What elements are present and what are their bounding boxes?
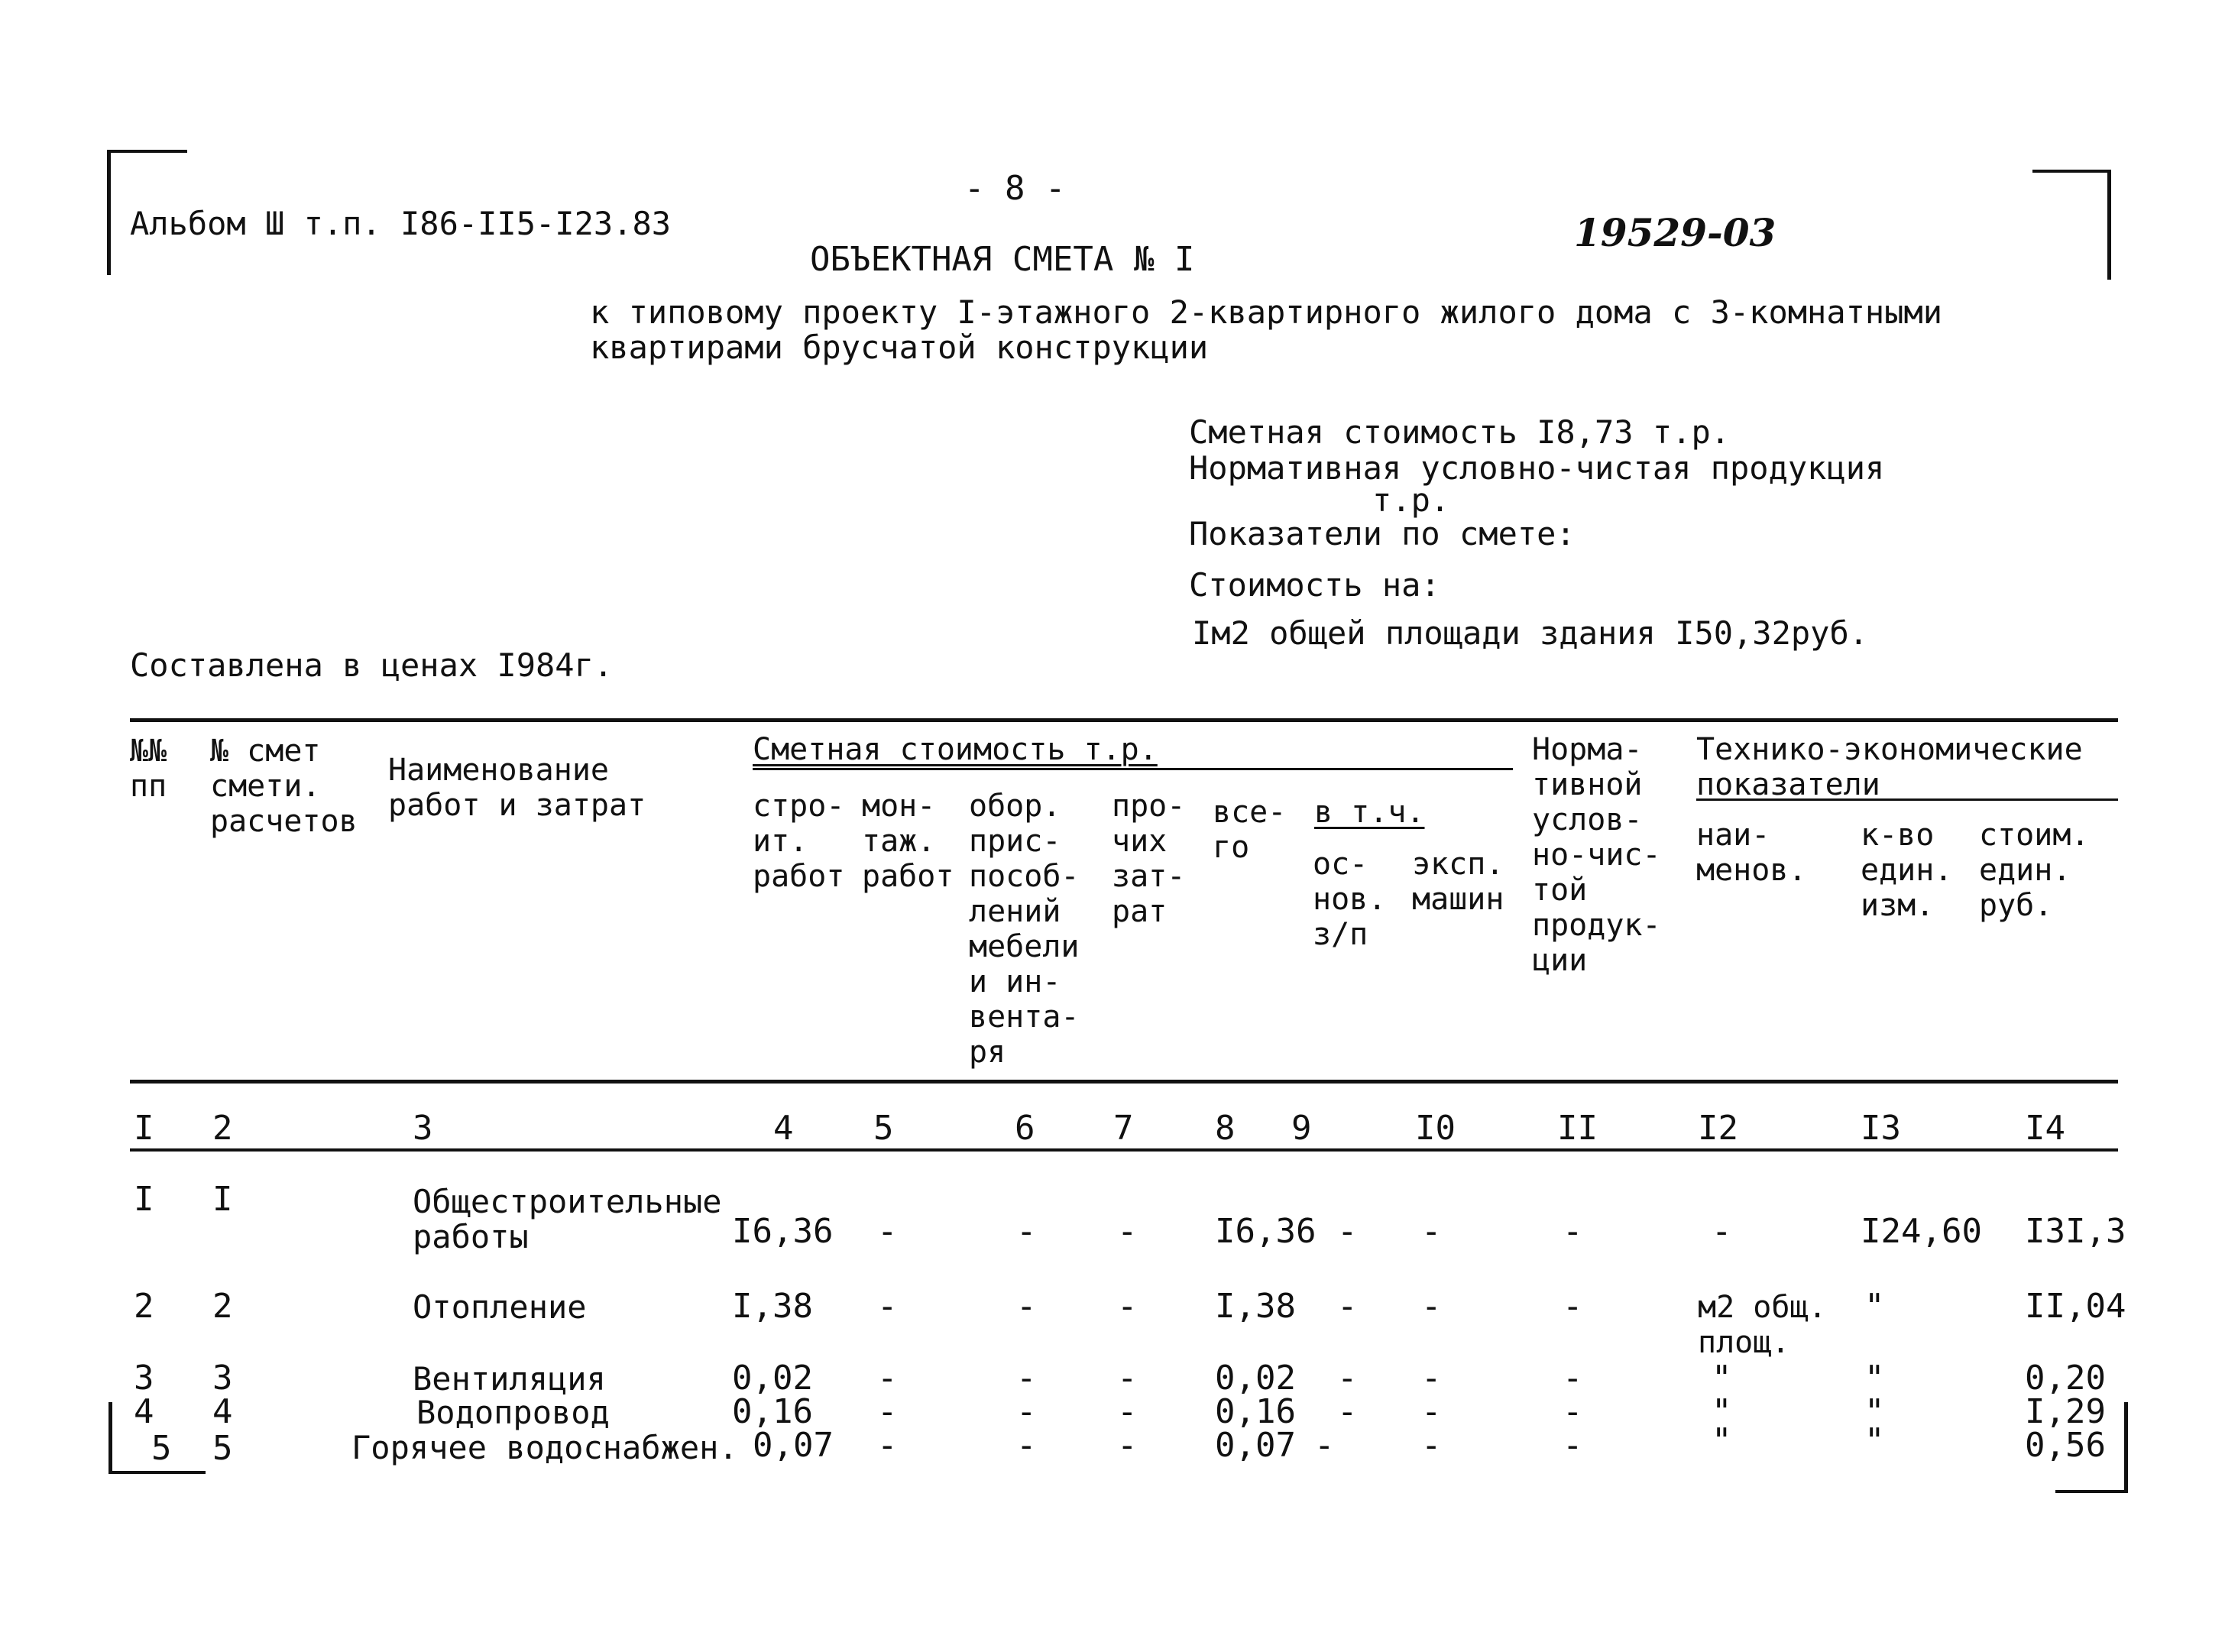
cell-other: -: [1117, 1359, 1138, 1398]
row-work-name: Общестроительные работы: [413, 1183, 722, 1255]
column-number: I3: [1861, 1109, 1901, 1148]
cell-normative: -: [1563, 1359, 1583, 1398]
column-number: II: [1557, 1109, 1598, 1148]
cell-indicator-name: ": [1712, 1421, 1732, 1460]
cell-unit-cost: I,29: [2025, 1392, 2106, 1431]
cell-other: -: [1117, 1287, 1138, 1326]
cell-base-salary: -: [1337, 1359, 1358, 1398]
header-unit-quantity: к-во един. изм.: [1861, 818, 1953, 923]
cell-equipment: -: [1016, 1359, 1037, 1398]
normative-product-label: Нормативная условно-чистая продукция: [1189, 449, 1885, 487]
header-row-number: №№ пп: [130, 734, 167, 804]
subtitle-line-1: к типовому проекту I-этажного 2-квартирного жилого дома с 3-комнатными: [590, 293, 1943, 331]
cell-construction: 0,16: [732, 1392, 813, 1431]
cell-total: 0,16: [1215, 1392, 1296, 1431]
cell-normative: -: [1563, 1392, 1583, 1431]
top-right-bracket: [2032, 170, 2111, 280]
row-work-name: Вентиляция: [413, 1360, 606, 1398]
column-number: 8: [1215, 1109, 1236, 1148]
column-number: 9: [1291, 1109, 1312, 1148]
row-number: 4: [134, 1392, 154, 1431]
column-number: 3: [413, 1109, 433, 1148]
cell-indicator-name: -: [1712, 1212, 1732, 1251]
header-estimate-number: № смет смети. расчетов: [210, 734, 358, 839]
cell-installation: -: [877, 1426, 898, 1465]
row-work-name: Отопление: [413, 1288, 587, 1326]
cell-unit-cost: 0,56: [2025, 1426, 2106, 1465]
table-top-rule: [130, 718, 2118, 722]
cell-indicator-name: ": [1712, 1392, 1732, 1431]
header-other-costs: про- чих зат- рат: [1112, 789, 1186, 929]
header-normative-product: Норма- тивной услов- но-чис- той продук- ции: [1532, 732, 1661, 978]
cell-unit-quantity: ": [1864, 1421, 1885, 1460]
album-reference: Альбом Ш т.п. I86-II5-I23.83: [130, 205, 672, 242]
column-number: 6: [1015, 1109, 1035, 1148]
row-number: I: [134, 1180, 154, 1219]
header-bottom-rule: [130, 1080, 2118, 1084]
row-estimate-number: 2: [212, 1287, 233, 1326]
cell-base-salary: -: [1314, 1426, 1335, 1465]
normative-product-unit: т.р.: [1372, 481, 1450, 519]
cell-total: 0,07: [1215, 1426, 1296, 1465]
cell-machines: -: [1421, 1426, 1442, 1465]
cell-equipment: -: [1016, 1212, 1037, 1251]
cell-total: I,38: [1215, 1287, 1296, 1326]
row-estimate-number: 3: [212, 1359, 233, 1398]
column-number: I2: [1698, 1109, 1738, 1148]
cost-per-m2: Iм2 общей площади здания I50,32руб.: [1192, 614, 1869, 652]
cell-unit-cost: II,04: [2025, 1287, 2126, 1326]
column-number: 7: [1113, 1109, 1134, 1148]
header-equipment: обор. прис- пособ- лений мебели и ин- вента- ря: [969, 789, 1080, 1070]
row-estimate-number: 4: [212, 1392, 233, 1431]
row-work-name: Водопровод: [416, 1394, 610, 1431]
estimated-cost: Сметная стоимость I8,73 т.р.: [1189, 413, 1731, 451]
header-base-salary: ос- нов. з/п: [1313, 847, 1387, 952]
document-number: 19529-03: [1574, 210, 1776, 255]
cell-total: I6,36: [1215, 1212, 1317, 1251]
column-number: I: [134, 1109, 154, 1148]
cell-machines: -: [1421, 1287, 1442, 1326]
cell-installation: -: [877, 1212, 898, 1251]
cell-normative: -: [1563, 1287, 1583, 1326]
cell-indicator-name: ": [1712, 1359, 1732, 1398]
header-indicator-name: наи- менов.: [1696, 818, 1807, 888]
cell-equipment: -: [1016, 1287, 1037, 1326]
cell-normative: -: [1563, 1426, 1583, 1465]
column-number: 2: [212, 1109, 233, 1148]
cell-base-salary: -: [1337, 1287, 1358, 1326]
cell-equipment: -: [1016, 1426, 1037, 1465]
header-including-group: в т.ч.: [1314, 795, 1425, 830]
prices-note: Составлена в ценах I984г.: [130, 646, 614, 684]
cell-equipment: -: [1016, 1392, 1037, 1431]
cell-construction: 0,07: [753, 1426, 834, 1465]
cost-per-label: Стоимость на:: [1189, 566, 1440, 604]
cost-group-rule: [753, 768, 1513, 770]
document-title: ОБЪЕКТНАЯ СМЕТА № I: [810, 240, 1195, 279]
cell-construction: I,38: [732, 1287, 813, 1326]
cell-machines: -: [1421, 1392, 1442, 1431]
column-number: I4: [2025, 1109, 2065, 1148]
subtitle-line-2: квартирами брусчатой конструкции: [590, 329, 1209, 366]
row-estimate-number: I: [212, 1180, 233, 1219]
column-number: 5: [873, 1109, 894, 1148]
header-installation-works: мон- таж. работ: [862, 789, 954, 894]
cell-base-salary: -: [1337, 1212, 1358, 1251]
row-estimate-number: 5: [212, 1429, 233, 1468]
cell-other: -: [1117, 1426, 1138, 1465]
cell-machines: -: [1421, 1359, 1442, 1398]
cell-other: -: [1117, 1392, 1138, 1431]
cell-unit-quantity: ": [1864, 1287, 1885, 1326]
header-tech-economic-group: Технико-экономические показатели: [1696, 732, 2083, 802]
cell-unit-cost: 0,20: [2025, 1359, 2106, 1398]
column-number: I0: [1415, 1109, 1456, 1148]
cell-unit-quantity: ": [1864, 1359, 1885, 1398]
header-unit-cost: стоим. един. руб.: [1979, 818, 2090, 923]
cell-construction: 0,02: [732, 1359, 813, 1398]
cell-normative: -: [1563, 1212, 1583, 1251]
header-work-name: Наименование работ и затрат: [388, 753, 646, 823]
cell-machines: -: [1421, 1212, 1442, 1251]
cell-installation: -: [877, 1392, 898, 1431]
header-estimated-cost-group: Сметная стоимость т.р.: [753, 732, 1158, 767]
indicators-label: Показатели по смете:: [1189, 515, 1576, 552]
page-number: - 8 -: [964, 169, 1066, 208]
row-number: 5: [151, 1429, 172, 1468]
column-number: 4: [773, 1109, 794, 1148]
row-work-name: Горячее водоснабжен.: [351, 1429, 738, 1466]
header-machine-operation: эксп. машин: [1412, 847, 1504, 917]
cell-total: 0,02: [1215, 1359, 1296, 1398]
cell-installation: -: [877, 1359, 898, 1398]
row-number: 3: [134, 1359, 154, 1398]
cell-unit-cost: I3I,3: [2025, 1212, 2126, 1251]
cell-indicator-name: м2 общ. площ.: [1698, 1290, 1827, 1360]
cell-base-salary: -: [1337, 1392, 1358, 1431]
row-number: 2: [134, 1287, 154, 1326]
cell-installation: -: [877, 1287, 898, 1326]
cell-unit-quantity: I24,60: [1861, 1212, 1982, 1251]
cell-other: -: [1117, 1212, 1138, 1251]
cell-construction: I6,36: [732, 1212, 834, 1251]
header-construction-works: стро- ит. работ: [753, 789, 845, 894]
cell-unit-quantity: ": [1864, 1392, 1885, 1431]
header-total: все- го: [1213, 795, 1287, 865]
column-numbers-rule: [130, 1148, 2118, 1152]
